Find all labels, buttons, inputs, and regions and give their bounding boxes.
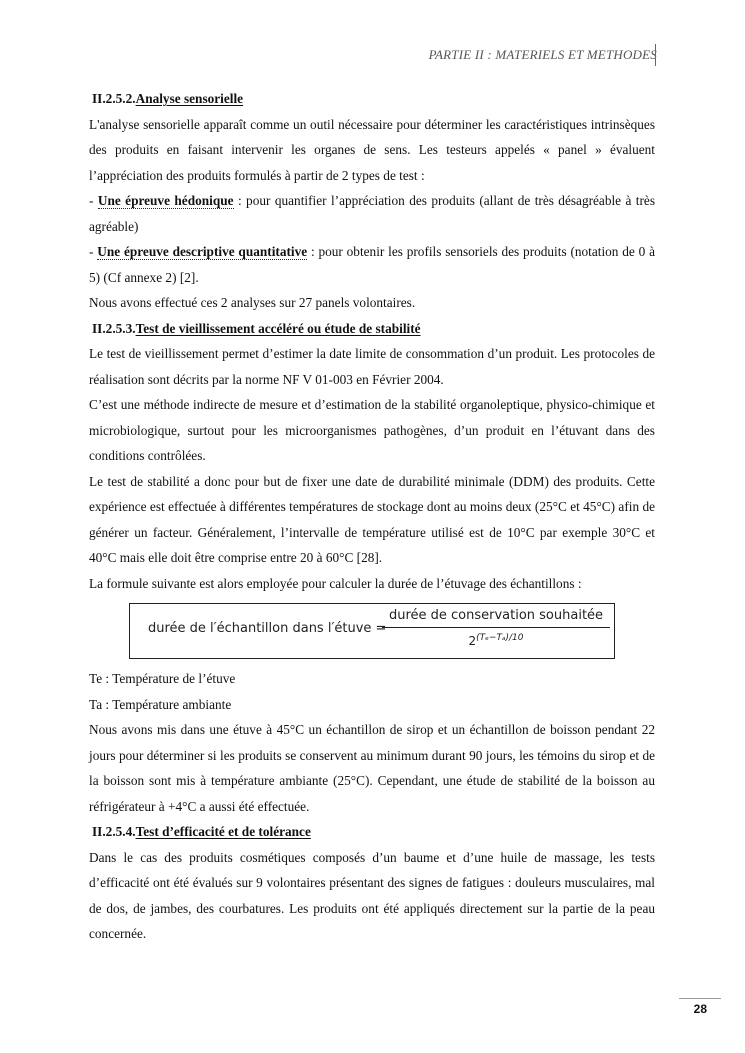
section-number: II.2.5.3. bbox=[92, 320, 136, 336]
list-item-text: : pour quantifier l’appréciation des produits (allant de très désagréable à très agréable) bbox=[89, 193, 655, 234]
paragraph: C’est une méthode indirecte de mesure et d’estimation de la stabilité organoleptique, physico-chimique et microbiologique, surtout pour les microorganismes pathogènes, d’un produit en l’étuvant dans des conditions contrôlées. bbox=[89, 397, 655, 463]
formula-denominator bbox=[382, 628, 610, 649]
section-title: Test d’efficacité et de tolérance bbox=[135, 824, 311, 839]
definition-ta: Ta : Température ambiante bbox=[89, 696, 232, 712]
definition-te: Te : Température de l’étuve bbox=[89, 671, 236, 686]
term-descriptive: Une épreuve descriptive quantitative bbox=[97, 244, 308, 259]
section-heading-2-5-4 bbox=[89, 819, 655, 845]
page-number: 28 bbox=[693, 1002, 707, 1016]
formula-fraction bbox=[382, 608, 610, 649]
list-dash: - bbox=[89, 193, 98, 208]
section-number: II.2.5.4. bbox=[92, 824, 136, 839]
formula-base: 2 bbox=[468, 634, 477, 648]
formula-box bbox=[129, 603, 615, 659]
list-item-text: : pour obtenir les profils sensoriels des produits (notation de 0 à 5) (Cf annexe 2) [2]. bbox=[89, 244, 655, 285]
paragraph: Le test de stabilité a donc pour but de fixer une date de durabilité minimale (DDM) des produits. Cette expérience est effectuée à différentes températures de stockage dont au moins deux (25°C et 45°C) afin de générer un facteur. Généralement, l’intervalle de température utilisé est de 10°C par exemple 30°C et 40°C mais elle doit être comprise entre 20 à 60°C [28]. bbox=[89, 473, 655, 565]
paragraph: L'analyse sensorielle apparaît comme un outil nécessaire pour déterminer les caractéristiques intrinsèques des produits en faisant intervenir les organes de sens. Les testeurs appelés « panel » évaluent l’appréciation des produits formulés à partir de 2 types de test : bbox=[89, 116, 655, 183]
footer-divider bbox=[679, 998, 721, 999]
paragraph: Nous avons mis dans une étuve à 45°C un échantillon de sirop et un échantillon de boisson pendant 22 jours pour déterminer si les produits se conservent au minimum durant 90 jours, les témoins du sirop et de la boisson sont mis à température ambiante (25°C). Cependant, une étude de stabilité de la boisson au réfrigérateur à +4°C a aussi été effectuée. bbox=[89, 722, 655, 814]
formula-numerator: durée de conservation souhaitée bbox=[382, 608, 610, 628]
section-heading-2-5-2 bbox=[89, 86, 655, 112]
formula-left: durée de l′échantillon dans l′étuve = bbox=[148, 621, 387, 636]
page-body bbox=[89, 86, 655, 947]
term-hedonique: Une épreuve hédonique bbox=[97, 193, 234, 208]
paragraph: Le test de vieillissement permet d’estimer la date limite de consommation d’un produit. Les protocoles de réalisation sont décrits par la norme NF V 01-003 en Février 2004. bbox=[89, 346, 655, 387]
section-heading-2-5-3 bbox=[89, 316, 655, 342]
list-dash: - bbox=[89, 244, 98, 259]
header-divider bbox=[655, 44, 656, 66]
formula-exponent: (Tₑ−Tₐ)/10 bbox=[476, 633, 524, 643]
section-title: Test de vieillissement accéléré ou étude de stabilité bbox=[135, 320, 421, 336]
paragraph: Nous avons effectué ces 2 analyses sur 27 panels volontaires. bbox=[89, 295, 416, 310]
running-header: PARTIE II : MATERIELS ET METHODES bbox=[428, 47, 657, 62]
section-title: Analyse sensorielle bbox=[135, 91, 244, 106]
paragraph: Dans le cas des produits cosmétiques composés d’un baume et d’une huile de massage, les tests d’efficacité ont été évalués sur 9 volontaires présentant des signes de fatigues : douleurs musculaires, mal de dos, de jambes, des courbatures. Les produits ont été appliqués directement sur la partie de la peau concernée. bbox=[89, 849, 655, 941]
section-number: II.2.5.2. bbox=[92, 91, 136, 106]
list-item bbox=[89, 188, 655, 239]
list-item bbox=[89, 239, 655, 290]
paragraph: La formule suivante est alors employée pour calculer la durée de l’étuvage des échantillons : bbox=[89, 575, 582, 591]
